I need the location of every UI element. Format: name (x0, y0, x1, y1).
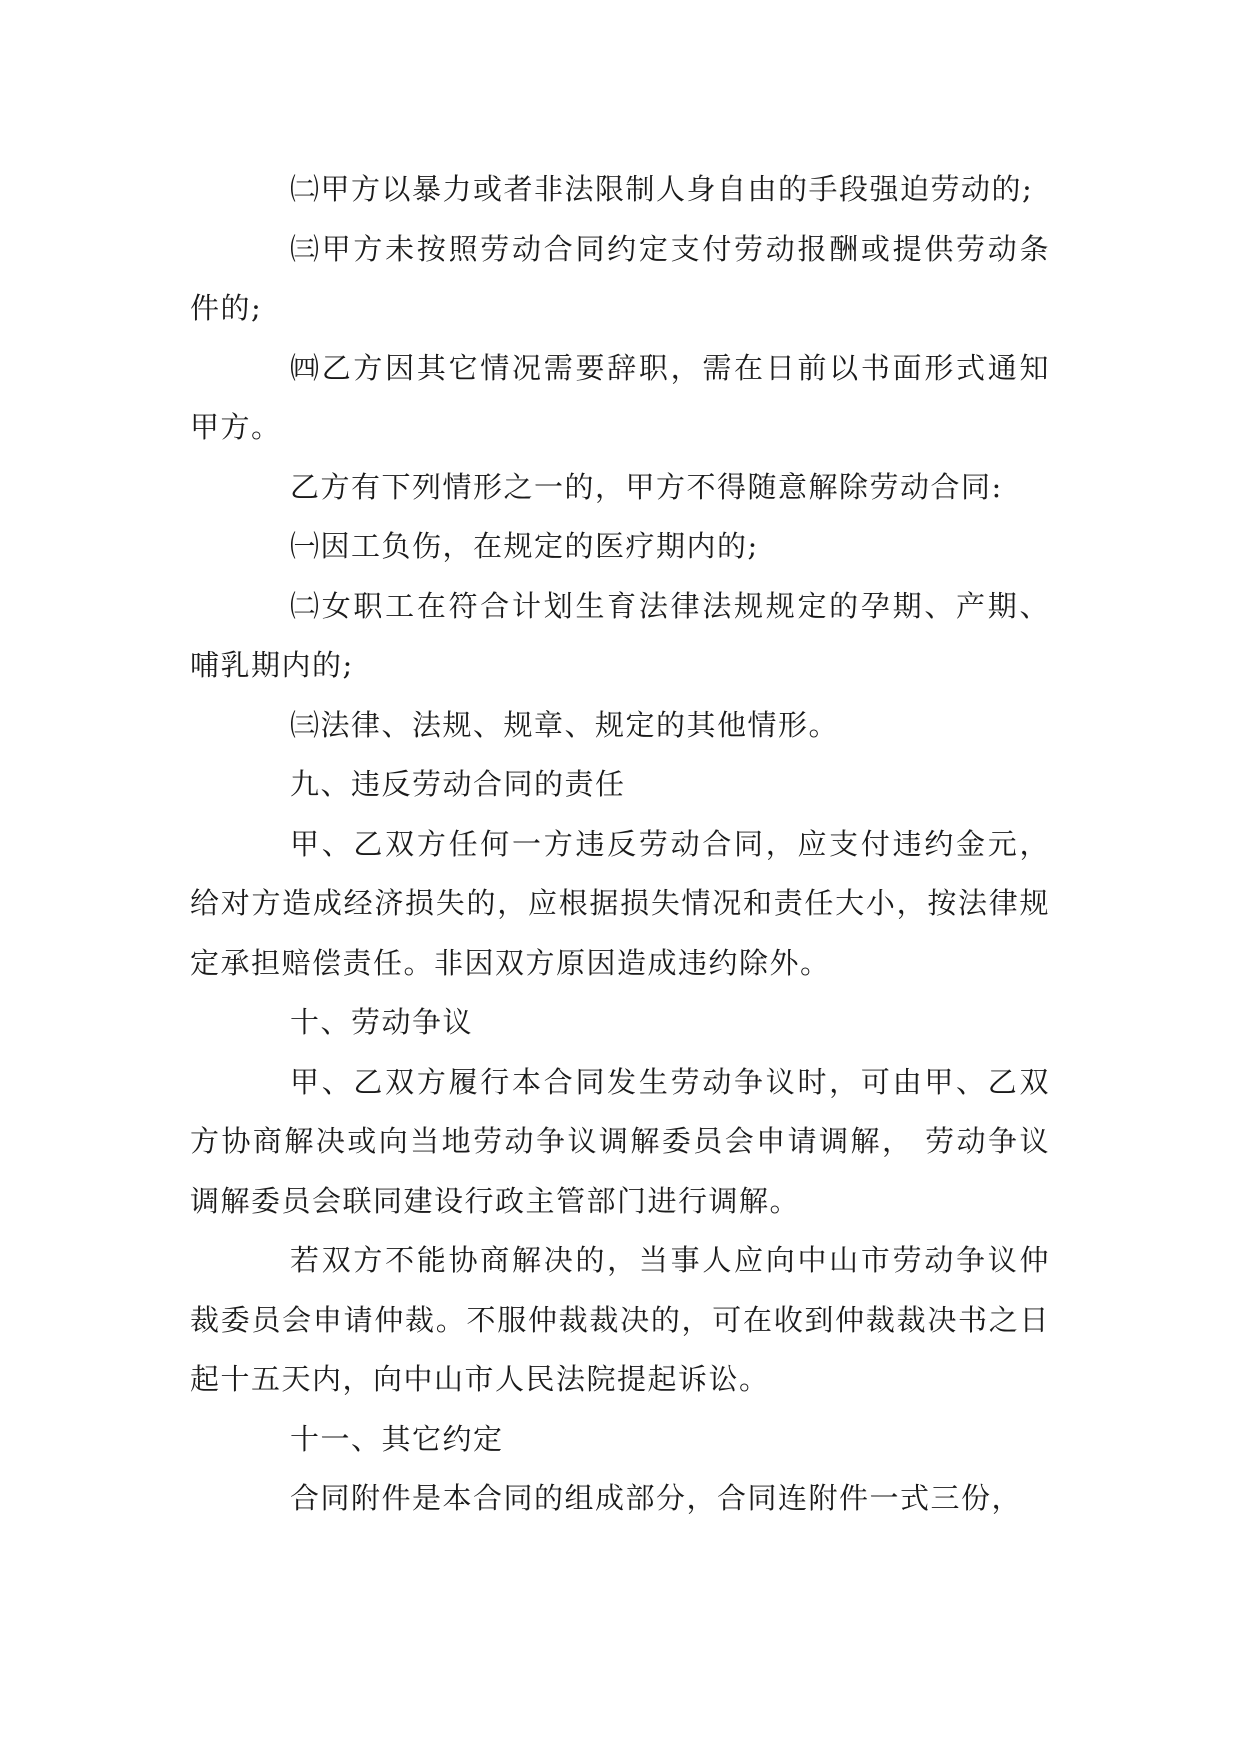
contract-body-text (190, 160, 1050, 1529)
clause-paragraph: 甲、乙双方履行本合同发生劳动争议时，可由甲、乙双方协商解决或向当地劳动争议调解委员会申请调解， 劳动争议调解委员会联同建设行政主管部门进行调解。 (190, 1064, 1050, 1218)
clause-paragraph: 乙方有下列情形之一的，甲方不得随意解除劳动合同: (290, 469, 1003, 504)
clause-paragraph: ㈡女职工在符合计划生育法律法规规定的孕期、产期、哺乳期内的; (190, 588, 1050, 682)
clause-paragraph: ㈠因工负伤，在规定的医疗期内的; (290, 529, 759, 563)
clause-paragraph: 甲、乙双方任何一方违反劳动合同，应支付违约金元，给对方造成经济损失的，应根据损失情况和责任大小，按法律规定承担赔偿责任。非因双方原因造成违约除外。 (190, 826, 1050, 980)
clause-paragraph: ㈢甲方未按照劳动合同约定支付劳动报酬或提供劳动条件的; (190, 231, 1050, 325)
section-heading: 十一、其它约定 (290, 1421, 504, 1456)
clause-paragraph: 合同附件是本合同的组成部分，合同连附件一式三份， (290, 1481, 1023, 1515)
clause-paragraph: ㈡甲方以暴力或者非法限制人身自由的手段强迫劳动的; (290, 172, 1034, 206)
clause-paragraph: ㈢法律、法规、规章、规定的其他情形。 (290, 707, 840, 742)
clause-paragraph: ㈣乙方因其它情况需要辞职，需在日前以书面形式通知甲方。 (190, 350, 1050, 444)
clause-paragraph: 若双方不能协商解决的，当事人应向中山市劳动争议仲裁委员会申请仲裁。不服仲裁裁决的，可在收到仲裁裁决书之日起十五天内，向中山市人民法院提起诉讼。 (190, 1243, 1050, 1396)
section-heading: 十、劳动争议 (290, 1005, 474, 1039)
section-heading: 九、违反劳动合同的责任 (290, 767, 626, 801)
